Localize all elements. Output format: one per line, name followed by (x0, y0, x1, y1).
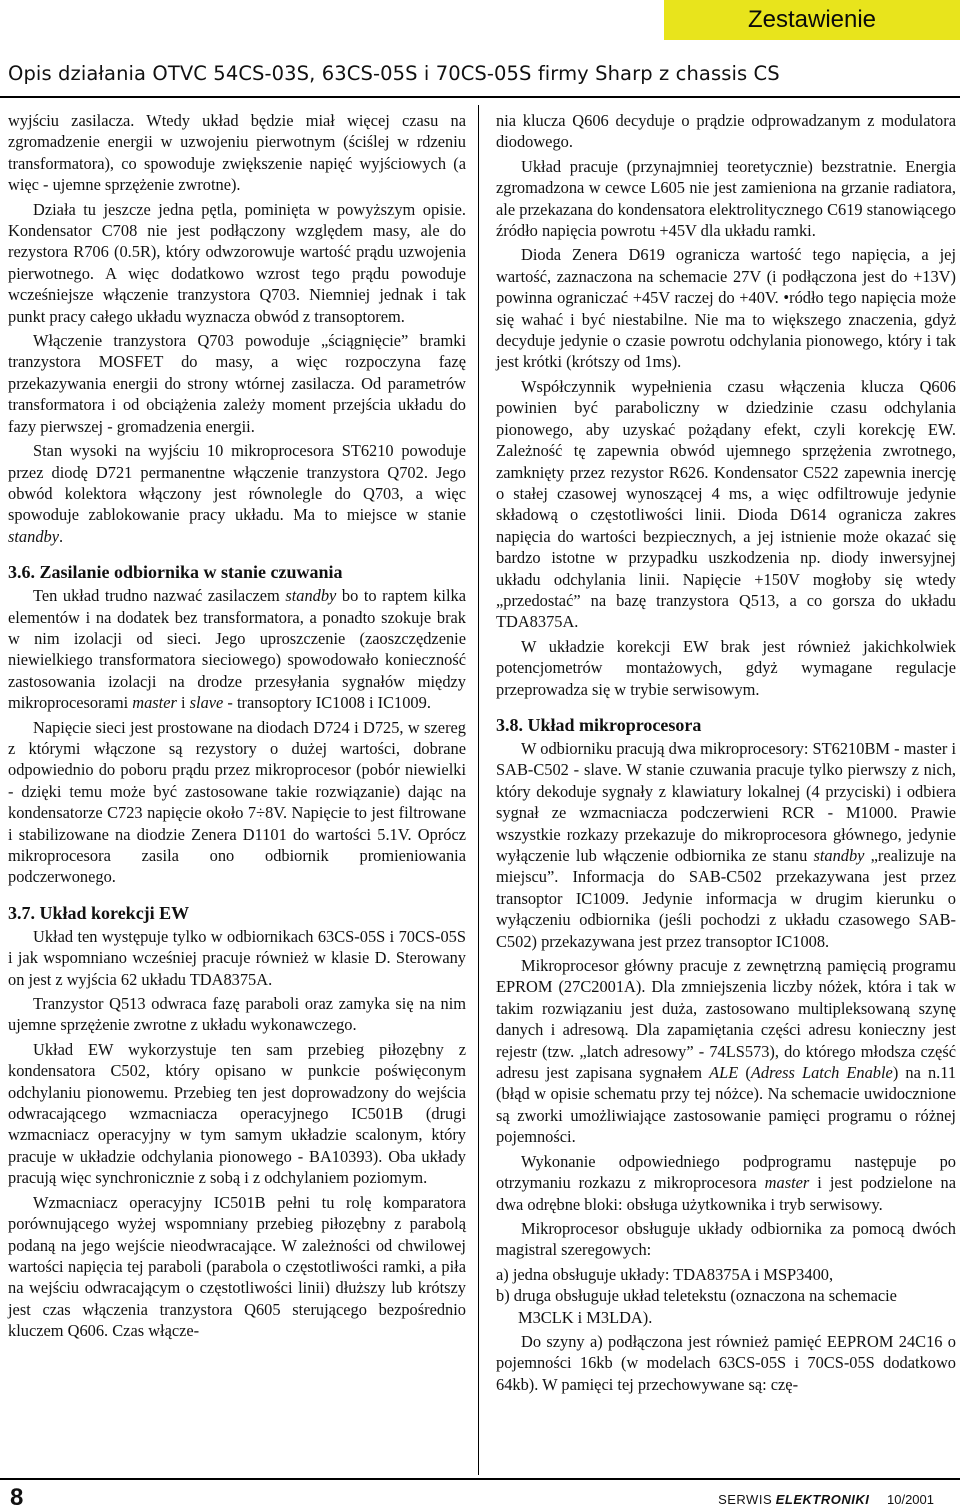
section-heading-3-6: 3.6. Zasilanie odbiornika w stanie czuwania (8, 562, 343, 583)
paragraph: W układzie korekcji EW brak jest również jakichkolwiek potencjometrów montażowych, gdyż wymagane regulacje przeprowadza się w trybie serwisowym. (496, 636, 956, 699)
footer (0, 1484, 960, 1512)
top-bar (0, 0, 960, 40)
paragraph: Ten układ trudno nazwać zasilaczem standby bo to raptem kilka elementów i na dodatek bez transformatora, a ponadto szokuje brak w nim izolacji od sieci. Jego uproszczenie (zaoszczędzenie niewielkiego transformatora sieciowego) spowodowało konieczność zastosowania izolacji na drodze przesyłania sygnałów między mikroprocesorami master i slave - transoptory IC1008 i IC1009. (8, 586, 466, 713)
paragraph: Tranzystor Q513 odwraca fazę paraboli oraz zamyka się na nim ujemne sprzężenie zwrotne z układu wykonawczego. (8, 994, 466, 1035)
page-title: Opis działania OTVC 54CS-03S, 63CS-05S i 70CS-05S firmy Sharp z chassis CS (8, 62, 780, 85)
section-heading-3-7: 3.7. Układ korekcji EW (8, 902, 190, 923)
paragraph: Do szyny a) podłączona jest również pamięć EEPROM 24C16 o pojemności 16kb (w modelach 63CS-05S i 70CS-05S dodatkowo 64kb). W pamięci tej przechowywane są: czę- (496, 1331, 956, 1394)
magazine-info (718, 1492, 934, 1507)
column-divider (478, 105, 479, 1475)
paragraph: Układ EW wykorzystuje ten sam przebieg piłozębny z kondensatora C502, który opisano w punkcie poświęconym odchylaniu pionowemu. Przebieg ten jest doprowadzony do wejścia odwracającego wzmacniacza operacyjnego IC501B (drugi wzmacniacz operacyjny w tym samym układzie scalonym, który pracuje w układzie odchylania pionowego - BA10393). Oba układy pracują więc synchronicznie z sobą i z odchylaniem poziomym. (8, 1039, 466, 1188)
issue-number: 10/2001 (887, 1492, 934, 1507)
paragraph: Układ ten występuje tylko w odbiornikach 63CS-05S i 70CS-05S i jak wspomniano wcześniej pracuje również w klasie D. Sterowany on jest z wyjścia 62 układu TDA8375A. (8, 926, 466, 989)
section-heading-3-8: 3.8. Układ mikroprocesora (496, 714, 702, 735)
paragraph: Współczynnik wypełnienia czasu włączenia klucza Q606 powinien być paraboliczny w dziedzinie czasu odchylania pionowego, aby uzyskać pożądany efekt, czyli korekcję EW. Zależność tę zapewnia obwód ujemnego sprzężenia zwrotnego, zamknięty przez rezystor R626. Kondensator C522 zapewnia inercję o stałej czasowej wynoszącej 4 ms, a więc odfiltrowuje jedynie składową o częstotliwości linii. Dioda D614 ogranicza zakres napięcia do wartości bezpiecznych, a jej istnienie może okazać się bardzo istotne w przypadku uszkodzenia np. diody inwersyjnej układu odchylania linii. Napięcie +150V mogłoby się wtedy „przedostać” na bazę tranzystora Q513, a co gorsza do układu TDA8375A. (496, 376, 956, 632)
paragraph: Wykonanie odpowiedniego podprogramu następuje po otrzymaniu rozkazu z mikroprocesora master i jest podzielone na dwa odrębne bloki: obsługa użytkownika i tryb serwisowy. (496, 1151, 956, 1214)
paragraph: Mikroprocesor główny pracuje z zewnętrzną pamięcią programu EPROM (27C2001A). Dla zmniejszenia liczby nóżek, która i tak w takim rozwiązaniu jest duża, zastosowano multipleksowaną szynę danych i adresową. Dla zapamiętania części adresu konieczny jest rejestr (tzw. „latch adresowy” - 74LS573), do którego młodsza część adresu jest zapisana sygnałem ALE (Adress Latch Enable) na n.11 (błąd w opisie schematu przy tej nóżce). Na schemacie uwidocznione są zworki umożliwiające zastosowanie pamięci programu o różnej pojemności. (496, 956, 957, 1147)
section-tag: Zestawienie (664, 0, 960, 40)
header-rule (0, 96, 960, 98)
magazine-name-part1: SERWIS (718, 1492, 773, 1507)
paragraph: nia klucza Q606 decyduje o prądzie odprowadzanym z modulatora diodowego. (496, 111, 956, 152)
page-number: 8 (10, 1484, 24, 1511)
list-item: b) druga obsługuje układ teletekstu (oznaczona na schemacie (496, 1286, 897, 1306)
paragraph: Działa tu jeszcze jedna pętla, pominięta w powyższym opisie. Kondensator C708 nie jest podłączony względem masy, ale do rezystora R706 (0.5R), który odwzorowuje wartość prądu uzwojenia pierwotnego. A więc dodatkowo wzrost tego prądu powoduje wcześniejsze włączenie tranzystora Q703. Niemniej jednak i tak punkt pracy całego układu wyznacza obwód z transoptorem. (8, 199, 466, 326)
magazine-name-part2: ELEKTRONIKI (775, 1492, 870, 1507)
paragraph: Stan wysoki na wyjściu 10 mikroprocesora ST6210 powoduje przez diodę D721 permanentne włączenie tranzystora Q702. Jego obwód kolektora włączony jest równolegle do Q703, a więc spowoduje zablokowanie pracy układu. Ma to miejsce w stanie standby. (8, 441, 466, 546)
paragraph: Układ pracuje (przynajmniej teoretycznie) bezstratnie. Energia zgromadzona w cewce L605 nie jest zamieniona na grzanie radiatora, ale przekazana do kondensatora elektrolitycznego C619 stanowiącego źródło napięcia powrotu +45V dla układu ramki. (496, 156, 956, 241)
paragraph: Napięcie sieci jest prostowane na diodach D724 i D725, w szereg z którymi włączone są rezystory o dużej wartości, dobrane odpowiednio do poboru prądu przez mikroprocesor (pobór niewielki - dzięki temu może być zastosowane takie rozwiązanie) dając na kondensatorze C723 napięcie około 7÷8V. Napięcie to jest filtrowane i stabilizowane na diodzie Zenera D1101 do wartości 5.1V. Oprócz mikroprocesora zasila ono odbiornik promieniowania podczerwonego. (8, 717, 466, 887)
paragraph: Dioda Zenera D619 ogranicza wartość tego napięcia, a jej wartość, zaznaczona na schemacie 27V (i podłączona jest do +13V) powinna ograniczać +45V raczej do +40V. •ródło tego napięcia może się wahać i być niestabilne. Nie ma to większego znaczenia, gdyż decyduje jedynie o czasie powrotu odchylania pionowego, który i tak jest krótki (krótszy od 1ms). (496, 245, 956, 372)
paragraph: W odbiorniku pracują dwa mikroprocesory: ST6210BM - master i SAB-C502 - slave. W stanie czuwania pracuje tylko pierwszy z nich, który dekoduje sygnały z klawiatury lokalnej (4 przyciski) i odbiera sygnał ze wzmacniacza podczerwieni RCR - M1000. Prawie wszystkie rozkazy przekazuje do mikroprocesora głównego, jedynie wyłączenie lub włączenie odbiornika ze stanu standby „realizuje na miejscu”. Informacja do SAB-C502 przekazywana jest przez transoptor IC1009. Jedynie informacja w drugim kierunku o wyłączeniu odbiornika (jeśli pochodzi z układu czasowego SAB-C502) przekazywana jest przez transoptor IC1008. (496, 738, 957, 951)
footer-rule (0, 1478, 960, 1480)
left-column (8, 110, 466, 1345)
list-item: a) jedna obsługuje układy: TDA8375A i MSP3400, (496, 1264, 834, 1284)
list-item-continuation: M3CLK i M3LDA). (518, 1307, 653, 1327)
right-column (496, 110, 956, 1398)
paragraph: wyjściu zasilacza. Wtedy układ będzie miał więcej czasu na zgromadzenie energii w uzwojeniu pierwotnym (ściślej w rdzeniu transformatora), co spowoduje zwiększenie napięć wyjściowych (a więc - ujemne sprzężenie zwrotne). (8, 111, 466, 195)
paragraph: Włączenie tranzystora Q703 powoduje „ściągnięcie” bramki tranzystora MOSFET do masy, a więc rozpoczyna fazę przekazywania energii do strony wtórnej zasilacza. Od parametrów transformatora i od obciążenia zależy moment przejścia układu do fazy pierwszej - gromadzenia energii. (8, 331, 466, 436)
paragraph: Mikroprocesor obsługuje układy odbiornika za pomocą dwóch magistral szeregowych: (496, 1218, 956, 1260)
paragraph: Wzmacniacz operacyjny IC501B pełni tu rolę komparatora porównującego wyżej wspomniany przebieg piłozębny z parabolą podaną na jego wejście nieodwracające. W zależności od chwilowej wartości napięcia tej paraboli (parabola o częstotliwości ramki, a piła na wejściu odwracającym o częstotliwości linii) dłuższy lub krótszy jest czas włączenia tranzystora Q605 sterującego bezpośrednio kluczem Q606. Czas włącze- (8, 1192, 466, 1341)
